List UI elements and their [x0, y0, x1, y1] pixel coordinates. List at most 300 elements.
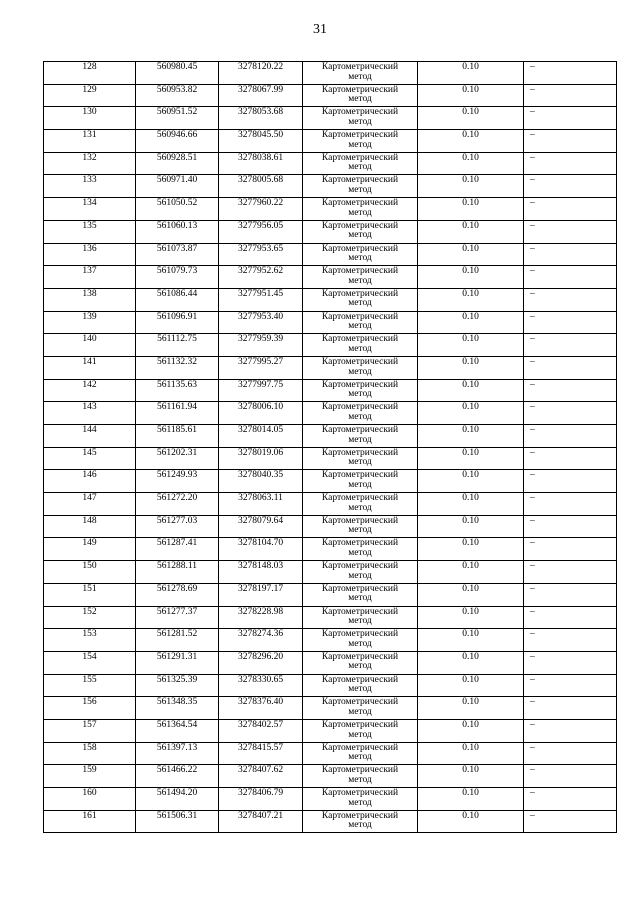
y-coordinate-text: 3278330.65 [237, 674, 284, 685]
accuracy-cell [418, 651, 524, 674]
x-coordinate-cell [136, 538, 219, 561]
y-coordinate-text: 3277959.39 [237, 334, 284, 345]
accuracy-text: 0.10 [462, 810, 479, 821]
x-coordinate-text: 561096.91 [156, 311, 198, 322]
y-coordinate-cell [219, 107, 303, 130]
table-row [44, 447, 617, 470]
table-row [44, 288, 617, 311]
accuracy-text: 0.10 [462, 493, 479, 504]
method-cell [303, 175, 418, 198]
method-text: метод [348, 94, 372, 105]
point-number-text: 143 [82, 402, 97, 413]
accuracy-text: 0.10 [462, 266, 479, 277]
y-coordinate-cell [219, 198, 303, 221]
table-row [44, 742, 617, 765]
table-row [44, 651, 617, 674]
x-coordinate-cell [136, 561, 219, 584]
point-number-text: 131 [82, 130, 97, 141]
description-text: – [530, 697, 535, 708]
point-number-text: 140 [82, 334, 97, 345]
description-cell [524, 606, 617, 629]
x-coordinate-cell [136, 379, 219, 402]
method-text: Картометрический [321, 629, 399, 640]
method-text: метод [348, 548, 372, 559]
y-coordinate-cell [219, 175, 303, 198]
point-number-cell [44, 379, 136, 402]
point-number-cell [44, 583, 136, 606]
point-number-text: 128 [82, 62, 97, 72]
x-coordinate-cell [136, 130, 219, 153]
y-coordinate-cell [219, 674, 303, 697]
accuracy-cell [418, 425, 524, 448]
y-coordinate-text: 3277953.40 [237, 311, 284, 322]
description-cell [524, 561, 617, 584]
x-coordinate-cell [136, 288, 219, 311]
method-cell [303, 220, 418, 243]
x-coordinate-text: 561466.22 [156, 765, 198, 776]
y-coordinate-cell [219, 334, 303, 357]
accuracy-text: 0.10 [462, 606, 479, 617]
table-row [44, 84, 617, 107]
point-number-cell [44, 447, 136, 470]
method-text: метод [348, 616, 372, 627]
y-coordinate-text: 3278053.68 [237, 107, 284, 118]
x-coordinate-text: 560928.51 [156, 152, 198, 163]
y-coordinate-text: 3278045.50 [237, 130, 284, 141]
point-number-cell [44, 152, 136, 175]
y-coordinate-cell [219, 765, 303, 788]
point-number-text: 149 [82, 538, 97, 549]
point-number-cell [44, 493, 136, 516]
description-cell [524, 697, 617, 720]
point-number-text: 132 [82, 152, 97, 163]
accuracy-text: 0.10 [462, 220, 479, 231]
x-coordinate-text: 561272.20 [156, 493, 198, 504]
method-text: метод [348, 797, 372, 808]
method-cell [303, 402, 418, 425]
y-coordinate-text: 3278040.35 [237, 470, 284, 481]
point-number-text: 139 [82, 311, 97, 322]
accuracy-cell [418, 152, 524, 175]
point-number-text: 151 [82, 583, 97, 594]
description-text: – [530, 288, 535, 299]
method-text: Картометрический [321, 697, 399, 708]
description-cell [524, 742, 617, 765]
y-coordinate-text: 3278014.05 [237, 425, 284, 435]
y-coordinate-cell [219, 493, 303, 516]
method-text: Картометрический [321, 266, 399, 277]
point-number-text: 129 [82, 84, 97, 95]
y-coordinate-cell [219, 379, 303, 402]
table-row [44, 243, 617, 266]
method-text: Картометрический [321, 810, 399, 821]
method-cell [303, 515, 418, 538]
method-text: метод [348, 71, 372, 82]
x-coordinate-cell [136, 243, 219, 266]
x-coordinate-text: 560951.52 [156, 107, 198, 118]
table-row [44, 515, 617, 538]
table-row [44, 583, 617, 606]
accuracy-cell [418, 788, 524, 811]
x-coordinate-text: 561348.35 [156, 697, 198, 708]
y-coordinate-text: 3278376.40 [237, 697, 284, 708]
method-text: Картометрический [321, 561, 399, 572]
method-text: Картометрический [321, 493, 399, 504]
method-text: метод [348, 457, 372, 468]
y-coordinate-cell [219, 243, 303, 266]
x-coordinate-cell [136, 356, 219, 379]
y-coordinate-cell [219, 538, 303, 561]
accuracy-text: 0.10 [462, 288, 479, 299]
description-text: – [530, 765, 535, 776]
method-text: метод [348, 275, 372, 286]
y-coordinate-text: 3277997.75 [237, 379, 284, 390]
accuracy-cell [418, 765, 524, 788]
description-text: – [530, 175, 535, 186]
accuracy-text: 0.10 [462, 765, 479, 776]
table-row [44, 470, 617, 493]
accuracy-text: 0.10 [462, 447, 479, 458]
point-number-text: 141 [82, 356, 97, 367]
method-text: Картометрический [321, 674, 399, 685]
page-number: 31 [313, 22, 327, 37]
y-coordinate-cell [219, 561, 303, 584]
x-coordinate-cell [136, 311, 219, 334]
x-coordinate-cell [136, 334, 219, 357]
point-number-cell [44, 311, 136, 334]
x-coordinate-text: 561506.31 [156, 810, 198, 821]
y-coordinate-cell [219, 470, 303, 493]
x-coordinate-cell [136, 447, 219, 470]
description-text: – [530, 379, 535, 390]
table-row [44, 62, 617, 85]
x-coordinate-cell [136, 742, 219, 765]
x-coordinate-text: 561281.52 [156, 629, 198, 640]
accuracy-cell [418, 515, 524, 538]
method-cell [303, 243, 418, 266]
point-number-cell [44, 62, 136, 85]
accuracy-text: 0.10 [462, 84, 479, 95]
point-number-text: 161 [82, 810, 97, 821]
accuracy-text: 0.10 [462, 62, 479, 72]
y-coordinate-cell [219, 356, 303, 379]
method-cell [303, 719, 418, 742]
description-text: – [530, 742, 535, 753]
point-number-cell [44, 334, 136, 357]
y-coordinate-text: 3278104.70 [237, 538, 284, 549]
accuracy-cell [418, 538, 524, 561]
description-text: – [530, 606, 535, 617]
point-number-text: 159 [82, 765, 97, 776]
method-cell [303, 583, 418, 606]
method-text: метод [348, 525, 372, 536]
x-coordinate-text: 561364.54 [156, 719, 198, 730]
y-coordinate-text: 3278063.11 [238, 493, 283, 504]
description-cell [524, 379, 617, 402]
y-coordinate-cell [219, 130, 303, 153]
method-text: метод [348, 706, 372, 717]
method-text: Картометрический [321, 651, 399, 662]
method-text: Картометрический [321, 175, 399, 186]
method-text: Картометрический [321, 220, 399, 231]
y-coordinate-cell [219, 220, 303, 243]
x-coordinate-text: 561249.93 [156, 470, 198, 481]
y-coordinate-cell [219, 810, 303, 833]
description-text: – [530, 107, 535, 118]
method-text: метод [348, 570, 372, 581]
x-coordinate-text: 561278.69 [156, 583, 198, 594]
method-text: метод [348, 366, 372, 377]
method-text: Картометрический [321, 788, 399, 798]
accuracy-cell [418, 674, 524, 697]
point-number-text: 155 [82, 674, 97, 685]
method-text: Картометрический [321, 334, 399, 345]
description-text: – [530, 493, 535, 504]
x-coordinate-text: 561112.75 [157, 334, 197, 345]
method-cell [303, 697, 418, 720]
accuracy-text: 0.10 [462, 538, 479, 549]
description-cell [524, 425, 617, 448]
accuracy-cell [418, 266, 524, 289]
description-text: – [530, 62, 535, 72]
x-coordinate-text: 560953.82 [156, 84, 198, 95]
table-row [44, 538, 617, 561]
y-coordinate-cell [219, 425, 303, 448]
method-text: метод [348, 820, 372, 831]
accuracy-cell [418, 107, 524, 130]
table-row [44, 606, 617, 629]
accuracy-cell [418, 697, 524, 720]
y-coordinate-cell [219, 583, 303, 606]
table-row [44, 561, 617, 584]
table-row [44, 266, 617, 289]
point-number-cell [44, 220, 136, 243]
table-row [44, 810, 617, 833]
method-text: метод [348, 230, 372, 241]
method-text: метод [348, 411, 372, 422]
method-cell [303, 742, 418, 765]
point-number-cell [44, 288, 136, 311]
point-number-text: 153 [82, 629, 97, 640]
method-cell [303, 810, 418, 833]
point-number-cell [44, 561, 136, 584]
accuracy-cell [418, 447, 524, 470]
point-number-cell [44, 130, 136, 153]
description-cell [524, 493, 617, 516]
description-cell [524, 765, 617, 788]
accuracy-cell [418, 356, 524, 379]
x-coordinate-text: 561060.13 [156, 220, 198, 231]
x-coordinate-text: 561325.39 [156, 674, 198, 685]
description-cell [524, 84, 617, 107]
method-cell [303, 538, 418, 561]
y-coordinate-text: 3277953.65 [237, 243, 284, 254]
y-coordinate-text: 3278296.20 [237, 651, 284, 662]
method-cell [303, 288, 418, 311]
point-number-cell [44, 107, 136, 130]
method-text: Картометрический [321, 402, 399, 413]
description-text: – [530, 311, 535, 322]
x-coordinate-cell [136, 84, 219, 107]
method-cell [303, 629, 418, 652]
method-cell [303, 107, 418, 130]
y-coordinate-cell [219, 84, 303, 107]
y-coordinate-cell [219, 288, 303, 311]
x-coordinate-cell [136, 674, 219, 697]
point-number-cell [44, 243, 136, 266]
method-cell [303, 198, 418, 221]
x-coordinate-text: 561135.63 [156, 379, 198, 390]
point-number-cell [44, 356, 136, 379]
x-coordinate-text: 561202.31 [156, 447, 198, 458]
y-coordinate-cell [219, 402, 303, 425]
accuracy-cell [418, 288, 524, 311]
point-number-text: 142 [82, 379, 97, 390]
x-coordinate-text: 560971.40 [156, 175, 198, 186]
accuracy-text: 0.10 [462, 742, 479, 753]
table-row [44, 334, 617, 357]
table-row [44, 719, 617, 742]
accuracy-text: 0.10 [462, 674, 479, 685]
description-text: – [530, 583, 535, 594]
description-cell [524, 629, 617, 652]
x-coordinate-cell [136, 515, 219, 538]
table-row [44, 311, 617, 334]
accuracy-cell [418, 243, 524, 266]
y-coordinate-cell [219, 719, 303, 742]
method-cell [303, 356, 418, 379]
y-coordinate-text: 3277952.62 [237, 266, 284, 277]
description-text: – [530, 356, 535, 367]
point-number-cell [44, 651, 136, 674]
accuracy-text: 0.10 [462, 402, 479, 413]
accuracy-text: 0.10 [462, 651, 479, 662]
accuracy-text: 0.10 [462, 788, 479, 798]
point-number-text: 157 [82, 719, 97, 730]
method-cell [303, 334, 418, 357]
table-row [44, 379, 617, 402]
method-text: Картометрический [321, 447, 399, 458]
description-text: – [530, 425, 535, 435]
x-coordinate-text: 560946.66 [156, 130, 198, 141]
method-text: метод [348, 298, 372, 309]
point-number-cell [44, 175, 136, 198]
method-cell [303, 651, 418, 674]
accuracy-text: 0.10 [462, 697, 479, 708]
table-row [44, 198, 617, 221]
accuracy-text: 0.10 [462, 356, 479, 367]
x-coordinate-cell [136, 152, 219, 175]
accuracy-cell [418, 719, 524, 742]
y-coordinate-text: 3277995.27 [237, 356, 284, 367]
method-text: Картометрический [321, 84, 399, 95]
point-number-cell [44, 629, 136, 652]
description-text: – [530, 651, 535, 662]
accuracy-cell [418, 84, 524, 107]
x-coordinate-text: 561086.44 [156, 288, 198, 299]
method-text: Картометрический [321, 538, 399, 549]
accuracy-cell [418, 493, 524, 516]
method-cell [303, 425, 418, 448]
method-cell [303, 62, 418, 85]
description-text: – [530, 152, 535, 163]
description-cell [524, 175, 617, 198]
method-cell [303, 788, 418, 811]
y-coordinate-text: 3278120.22 [237, 62, 284, 72]
table-row [44, 107, 617, 130]
x-coordinate-cell [136, 470, 219, 493]
x-coordinate-text: 561277.03 [156, 515, 198, 526]
description-cell [524, 788, 617, 811]
description-text: – [530, 538, 535, 549]
x-coordinate-cell [136, 583, 219, 606]
point-number-cell [44, 266, 136, 289]
method-cell [303, 561, 418, 584]
table-row [44, 629, 617, 652]
y-coordinate-text: 3277960.22 [237, 198, 284, 209]
description-text: – [530, 220, 535, 231]
accuracy-cell [418, 561, 524, 584]
method-cell [303, 130, 418, 153]
description-cell [524, 198, 617, 221]
point-number-text: 156 [82, 697, 97, 708]
x-coordinate-text: 561288.11 [156, 561, 198, 572]
x-coordinate-text: 560980.45 [156, 62, 198, 72]
point-number-text: 146 [82, 470, 97, 481]
x-coordinate-text: 561050.52 [156, 198, 198, 209]
table-row [44, 356, 617, 379]
method-text: метод [348, 434, 372, 445]
point-number-cell [44, 697, 136, 720]
table-row [44, 765, 617, 788]
y-coordinate-text: 3278228.98 [237, 606, 284, 617]
description-text: – [530, 402, 535, 413]
description-cell [524, 62, 617, 85]
method-cell [303, 765, 418, 788]
point-number-cell [44, 719, 136, 742]
y-coordinate-text: 3278019.06 [237, 447, 284, 458]
point-number-cell [44, 788, 136, 811]
method-text: метод [348, 729, 372, 740]
x-coordinate-cell [136, 220, 219, 243]
x-coordinate-cell [136, 651, 219, 674]
table-row [44, 493, 617, 516]
description-cell [524, 719, 617, 742]
x-coordinate-cell [136, 788, 219, 811]
description-text: – [530, 674, 535, 685]
method-text: метод [348, 162, 372, 173]
description-text: – [530, 719, 535, 730]
description-cell [524, 674, 617, 697]
accuracy-cell [418, 198, 524, 221]
point-number-text: 145 [82, 447, 97, 458]
x-coordinate-cell [136, 175, 219, 198]
point-number-cell [44, 674, 136, 697]
y-coordinate-cell [219, 266, 303, 289]
accuracy-cell [418, 583, 524, 606]
y-coordinate-text: 3277956.05 [237, 220, 284, 231]
description-text: – [530, 629, 535, 640]
method-text: метод [348, 389, 372, 400]
x-coordinate-text: 561287.41 [156, 538, 198, 549]
method-text: метод [348, 207, 372, 218]
accuracy-text: 0.10 [462, 561, 479, 572]
description-text: – [530, 84, 535, 95]
description-cell [524, 402, 617, 425]
accuracy-text: 0.10 [462, 311, 479, 322]
x-coordinate-cell [136, 697, 219, 720]
x-coordinate-text: 561161.94 [156, 402, 198, 413]
